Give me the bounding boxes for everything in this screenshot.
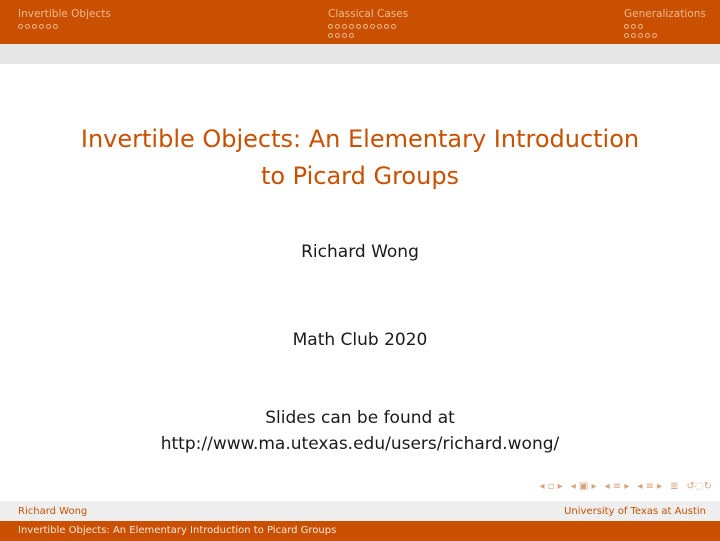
slide-dot[interactable] xyxy=(18,24,23,29)
slide-dot[interactable] xyxy=(377,24,382,29)
footer-author: Richard Wong xyxy=(18,506,88,517)
slide-dot[interactable] xyxy=(342,33,347,38)
slide-dot[interactable] xyxy=(349,33,354,38)
slide-title xyxy=(0,121,720,195)
nav-section-classical-cases[interactable] xyxy=(328,0,488,44)
slide-date xyxy=(0,405,720,457)
section-title[interactable]: Classical Cases xyxy=(328,8,409,20)
slide-dot[interactable] xyxy=(25,24,30,29)
header-navigation-bar xyxy=(0,0,720,44)
nav-left-icon[interactable]: ◂ ▫ ▸ xyxy=(539,481,563,492)
nav-subsection-icon[interactable]: ◂ ≡ ▸ xyxy=(637,481,663,492)
slide-dots[interactable] xyxy=(328,24,396,29)
nav-search-icon[interactable]: ↺◌↻ xyxy=(686,481,712,492)
slide-dot[interactable] xyxy=(39,24,44,29)
nav-align-icon[interactable]: ≣ xyxy=(670,481,679,492)
section-title[interactable]: Generalizations xyxy=(624,8,706,20)
slide-dot[interactable] xyxy=(328,24,333,29)
nav-section-icon[interactable]: ◂ ≡ ▸ xyxy=(604,481,630,492)
slide-dot[interactable] xyxy=(391,24,396,29)
nav-section-invertible-objects[interactable] xyxy=(18,0,178,44)
slide-title-line-1: Invertible Objects: An Elementary Introduction xyxy=(80,125,640,153)
slide-dot[interactable] xyxy=(342,24,347,29)
slide-dot[interactable] xyxy=(624,33,629,38)
slide-dot[interactable] xyxy=(638,33,643,38)
slide-dot[interactable] xyxy=(631,24,636,29)
nav-frame-icon[interactable]: ◂ ▣ ▸ xyxy=(570,481,597,492)
header-subbar xyxy=(0,44,720,64)
beamer-navigation-symbols xyxy=(540,481,712,492)
slide-author: Richard Wong xyxy=(301,242,419,262)
slide-dot[interactable] xyxy=(384,24,389,29)
nav-section-generalizations[interactable] xyxy=(624,0,720,44)
slide-dot[interactable] xyxy=(624,24,629,29)
slides-location-text: Slides can be found at xyxy=(265,408,455,428)
slide-dot[interactable] xyxy=(32,24,37,29)
slide-dots[interactable] xyxy=(328,33,354,38)
slide-dot[interactable] xyxy=(335,24,340,29)
slide-dots[interactable] xyxy=(624,24,643,29)
slide-dot[interactable] xyxy=(645,33,650,38)
section-title[interactable]: Invertible Objects xyxy=(18,8,111,20)
footer-short-title: Invertible Objects: An Elementary Introduction to Picard Groups xyxy=(18,525,337,536)
footer-institution: University of Texas at Austin xyxy=(564,506,706,517)
slide-dot[interactable] xyxy=(652,33,657,38)
slide-title-line-2: to Picard Groups xyxy=(260,162,460,190)
slide-dot[interactable] xyxy=(349,24,354,29)
slide-dots[interactable] xyxy=(624,33,657,38)
slide-dot[interactable] xyxy=(328,33,333,38)
footer-info-bar xyxy=(0,501,720,521)
slide-institute: Math Club 2020 xyxy=(292,330,428,350)
footer-title-bar xyxy=(0,521,720,541)
slide-dot[interactable] xyxy=(46,24,51,29)
slide-dot[interactable] xyxy=(356,24,361,29)
slide-dot[interactable] xyxy=(53,24,58,29)
slide-dot[interactable] xyxy=(638,24,643,29)
slide-dot[interactable] xyxy=(363,24,368,29)
slide-dots[interactable] xyxy=(18,24,58,29)
slide-dot[interactable] xyxy=(335,33,340,38)
slides-url: http://www.ma.utexas.edu/users/richard.wong/ xyxy=(160,434,560,454)
slide-dot[interactable] xyxy=(631,33,636,38)
slide-dot[interactable] xyxy=(370,24,375,29)
